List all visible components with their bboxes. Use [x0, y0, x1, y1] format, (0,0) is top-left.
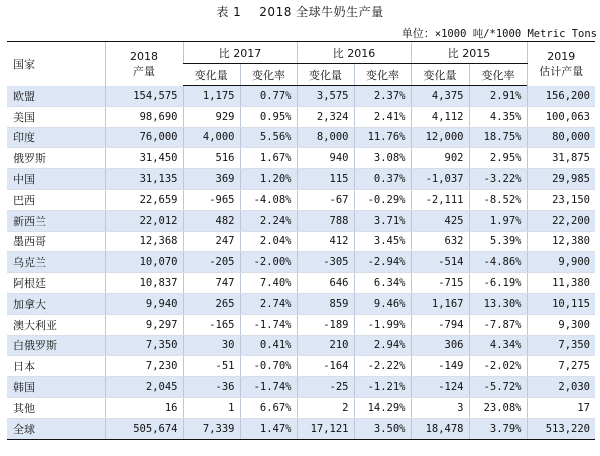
cell-change-2017: 1,175: [183, 86, 240, 107]
cell-change-2016: -67: [297, 189, 354, 210]
unit-text: ×1000 吨/*1000 Metric Tons: [434, 28, 597, 40]
cell-2019-estimate: 156,200: [527, 86, 595, 107]
cell-rate-2015: -7.87%: [469, 314, 527, 335]
table-row: [7, 86, 595, 107]
cell-change-2016: 940: [297, 148, 354, 169]
table-title: [0, 3, 600, 20]
table-row: [7, 148, 595, 169]
cell-rate-2015: 4.34%: [469, 335, 527, 356]
cell-change-2015: 902: [411, 148, 469, 169]
cell-change-2017: 747: [183, 273, 240, 294]
header-2018-sub: 产量: [133, 64, 155, 78]
cell-country: 澳大利亚: [7, 314, 105, 335]
cell-country: 俄罗斯: [7, 148, 105, 169]
table-row: [7, 127, 595, 148]
cell-rate-2017: -0.70%: [240, 356, 297, 377]
cell-rate-2016: -1.21%: [354, 377, 411, 398]
cell-rate-2017: 0.77%: [240, 86, 297, 107]
cell-change-2015: -794: [411, 314, 469, 335]
cell-change-2016: 210: [297, 335, 354, 356]
cell-change-2016: -305: [297, 252, 354, 273]
unit-note: [402, 25, 597, 41]
cell-change-2015: -2,111: [411, 189, 469, 210]
cell-2019-estimate: 22,200: [527, 210, 595, 231]
cell-2018-production: 31,135: [105, 169, 183, 190]
header-2019-sub: 估计产量: [539, 64, 584, 78]
cell-change-2016: 412: [297, 231, 354, 252]
cell-change-2016: 3,575: [297, 86, 354, 107]
cell-country: 乌克兰: [7, 252, 105, 273]
cell-change-2015: 4,112: [411, 106, 469, 127]
cell-rate-2017: 2.04%: [240, 231, 297, 252]
cell-change-2017: -36: [183, 377, 240, 398]
cell-country: 日本: [7, 356, 105, 377]
header-rate-2017: 变化率: [240, 64, 297, 86]
header-vs-2017: 比 2017: [183, 42, 297, 64]
header-2018-production: [105, 42, 183, 86]
cell-change-2015: 3: [411, 397, 469, 418]
cell-rate-2017: 5.56%: [240, 127, 297, 148]
cell-rate-2016: 0.37%: [354, 169, 411, 190]
cell-rate-2015: -8.52%: [469, 189, 527, 210]
cell-change-2017: 929: [183, 106, 240, 127]
cell-rate-2016: 2.41%: [354, 106, 411, 127]
cell-rate-2017: 1.67%: [240, 148, 297, 169]
cell-2018-production: 10,837: [105, 273, 183, 294]
cell-change-2016: 2: [297, 397, 354, 418]
header-country: 国家: [7, 42, 105, 86]
cell-rate-2017: 6.67%: [240, 397, 297, 418]
cell-2019-estimate: 7,350: [527, 335, 595, 356]
cell-2018-production: 12,368: [105, 231, 183, 252]
cell-country: 印度: [7, 127, 105, 148]
header-rate-2016: 变化率: [354, 64, 411, 86]
header-change-2017: 变化量: [183, 64, 240, 86]
cell-rate-2017: -4.08%: [240, 189, 297, 210]
cell-2019-estimate: 11,380: [527, 273, 595, 294]
cell-rate-2017: 2.74%: [240, 293, 297, 314]
cell-change-2017: 7,339: [183, 418, 240, 439]
cell-country: 其他: [7, 397, 105, 418]
cell-change-2017: 265: [183, 293, 240, 314]
cell-change-2017: -51: [183, 356, 240, 377]
cell-change-2015: 632: [411, 231, 469, 252]
cell-rate-2017: 7.40%: [240, 273, 297, 294]
cell-rate-2015: 1.97%: [469, 210, 527, 231]
cell-rate-2016: -0.29%: [354, 189, 411, 210]
cell-country: 全球: [7, 418, 105, 439]
cell-change-2016: -189: [297, 314, 354, 335]
cell-change-2016: 17,121: [297, 418, 354, 439]
cell-2019-estimate: 2,030: [527, 377, 595, 398]
cell-2019-estimate: 513,220: [527, 418, 595, 439]
cell-2019-estimate: 29,985: [527, 169, 595, 190]
cell-rate-2017: -2.00%: [240, 252, 297, 273]
cell-rate-2016: 3.50%: [354, 418, 411, 439]
cell-rate-2015: -5.72%: [469, 377, 527, 398]
cell-2018-production: 10,070: [105, 252, 183, 273]
cell-rate-2015: -4.86%: [469, 252, 527, 273]
table-row: [7, 252, 595, 273]
cell-2018-production: 98,690: [105, 106, 183, 127]
cell-country: 阿根廷: [7, 273, 105, 294]
cell-change-2016: 788: [297, 210, 354, 231]
cell-change-2017: 4,000: [183, 127, 240, 148]
cell-rate-2016: 2.94%: [354, 335, 411, 356]
cell-2019-estimate: 9,900: [527, 252, 595, 273]
cell-rate-2017: -1.74%: [240, 377, 297, 398]
table-row: [7, 293, 595, 314]
cell-2018-production: 76,000: [105, 127, 183, 148]
cell-country: 白俄罗斯: [7, 335, 105, 356]
cell-rate-2017: 1.20%: [240, 169, 297, 190]
cell-change-2015: 18,478: [411, 418, 469, 439]
cell-2018-production: 505,674: [105, 418, 183, 439]
cell-rate-2016: -2.94%: [354, 252, 411, 273]
cell-change-2016: -25: [297, 377, 354, 398]
cell-rate-2015: 5.39%: [469, 231, 527, 252]
table-title-text: 2018 全球牛奶生产量: [259, 5, 384, 19]
header-rate-2015: 变化率: [469, 64, 527, 86]
cell-country: 巴西: [7, 189, 105, 210]
cell-change-2016: -164: [297, 356, 354, 377]
cell-change-2017: 247: [183, 231, 240, 252]
cell-country: 中国: [7, 169, 105, 190]
cell-change-2015: 12,000: [411, 127, 469, 148]
milk-production-table: [7, 41, 595, 440]
cell-country: 美国: [7, 106, 105, 127]
cell-2018-production: 7,230: [105, 356, 183, 377]
header-2018-year: 2018: [130, 49, 158, 63]
table-row: [7, 169, 595, 190]
cell-2018-production: 9,297: [105, 314, 183, 335]
cell-country: 新西兰: [7, 210, 105, 231]
cell-change-2015: -514: [411, 252, 469, 273]
cell-rate-2015: -3.22%: [469, 169, 527, 190]
cell-rate-2017: 0.41%: [240, 335, 297, 356]
cell-country: 墨西哥: [7, 231, 105, 252]
cell-rate-2015: 3.79%: [469, 418, 527, 439]
cell-rate-2015: 13.30%: [469, 293, 527, 314]
cell-change-2015: 4,375: [411, 86, 469, 107]
cell-change-2017: 369: [183, 169, 240, 190]
header-vs-2016: 比 2016: [297, 42, 411, 64]
cell-2019-estimate: 31,875: [527, 148, 595, 169]
cell-2019-estimate: 10,115: [527, 293, 595, 314]
cell-2018-production: 31,450: [105, 148, 183, 169]
cell-2018-production: 2,045: [105, 377, 183, 398]
table-row: [7, 231, 595, 252]
cell-rate-2016: 3.45%: [354, 231, 411, 252]
cell-change-2017: 482: [183, 210, 240, 231]
cell-country: 欧盟: [7, 86, 105, 107]
cell-rate-2015: 18.75%: [469, 127, 527, 148]
cell-rate-2016: -2.22%: [354, 356, 411, 377]
cell-rate-2016: 3.08%: [354, 148, 411, 169]
cell-rate-2017: -1.74%: [240, 314, 297, 335]
cell-change-2016: 8,000: [297, 127, 354, 148]
cell-rate-2017: 1.47%: [240, 418, 297, 439]
header-2019-year: 2019: [547, 49, 576, 63]
cell-rate-2016: 3.71%: [354, 210, 411, 231]
unit-label: 单位：: [401, 27, 435, 40]
cell-2019-estimate: 80,000: [527, 127, 595, 148]
table-body: [7, 86, 595, 440]
cell-rate-2017: 2.24%: [240, 210, 297, 231]
table-row: [7, 418, 595, 439]
cell-change-2017: -965: [183, 189, 240, 210]
cell-2019-estimate: 100,063: [527, 106, 595, 127]
cell-2019-estimate: 7,275: [527, 356, 595, 377]
cell-rate-2015: 2.91%: [469, 86, 527, 107]
table-row: [7, 106, 595, 127]
cell-change-2015: 306: [411, 335, 469, 356]
cell-rate-2016: 11.76%: [354, 127, 411, 148]
cell-rate-2015: 4.35%: [469, 106, 527, 127]
cell-change-2015: 1,167: [411, 293, 469, 314]
cell-change-2017: 1: [183, 397, 240, 418]
cell-rate-2016: 14.29%: [354, 397, 411, 418]
cell-2018-production: 9,940: [105, 293, 183, 314]
header-2019-estimate: [527, 42, 595, 86]
cell-2018-production: 7,350: [105, 335, 183, 356]
cell-change-2016: 646: [297, 273, 354, 294]
cell-2018-production: 154,575: [105, 86, 183, 107]
cell-2019-estimate: 17: [527, 397, 595, 418]
cell-rate-2015: -2.02%: [469, 356, 527, 377]
cell-rate-2016: 2.37%: [354, 86, 411, 107]
cell-country: 加拿大: [7, 293, 105, 314]
cell-rate-2015: -6.19%: [469, 273, 527, 294]
cell-2019-estimate: 9,300: [527, 314, 595, 335]
table-row: [7, 397, 595, 418]
cell-change-2016: 2,324: [297, 106, 354, 127]
cell-change-2015: -124: [411, 377, 469, 398]
cell-rate-2017: 0.95%: [240, 106, 297, 127]
cell-country: 韩国: [7, 377, 105, 398]
table-row: [7, 189, 595, 210]
table-number: 表 1: [216, 5, 242, 19]
table-row: [7, 335, 595, 356]
cell-change-2017: 516: [183, 148, 240, 169]
cell-change-2017: -165: [183, 314, 240, 335]
cell-rate-2016: 9.46%: [354, 293, 411, 314]
cell-rate-2016: -1.99%: [354, 314, 411, 335]
cell-2018-production: 16: [105, 397, 183, 418]
cell-change-2015: -1,037: [411, 169, 469, 190]
cell-change-2015: 425: [411, 210, 469, 231]
cell-change-2016: 859: [297, 293, 354, 314]
cell-change-2016: 115: [297, 169, 354, 190]
table-row: [7, 210, 595, 231]
cell-change-2015: -149: [411, 356, 469, 377]
cell-rate-2015: 23.08%: [469, 397, 527, 418]
table-header: [7, 42, 595, 86]
cell-2019-estimate: 12,380: [527, 231, 595, 252]
cell-change-2017: -205: [183, 252, 240, 273]
cell-2018-production: 22,012: [105, 210, 183, 231]
cell-change-2017: 30: [183, 335, 240, 356]
table-row: [7, 377, 595, 398]
cell-change-2015: -715: [411, 273, 469, 294]
cell-2018-production: 22,659: [105, 189, 183, 210]
header-change-2015: 变化量: [411, 64, 469, 86]
header-change-2016: 变化量: [297, 64, 354, 86]
table-row: [7, 314, 595, 335]
table-row: [7, 273, 595, 294]
table-row: [7, 356, 595, 377]
cell-rate-2016: 6.34%: [354, 273, 411, 294]
cell-rate-2015: 2.95%: [469, 148, 527, 169]
header-vs-2015: 比 2015: [411, 42, 527, 64]
cell-2019-estimate: 23,150: [527, 189, 595, 210]
